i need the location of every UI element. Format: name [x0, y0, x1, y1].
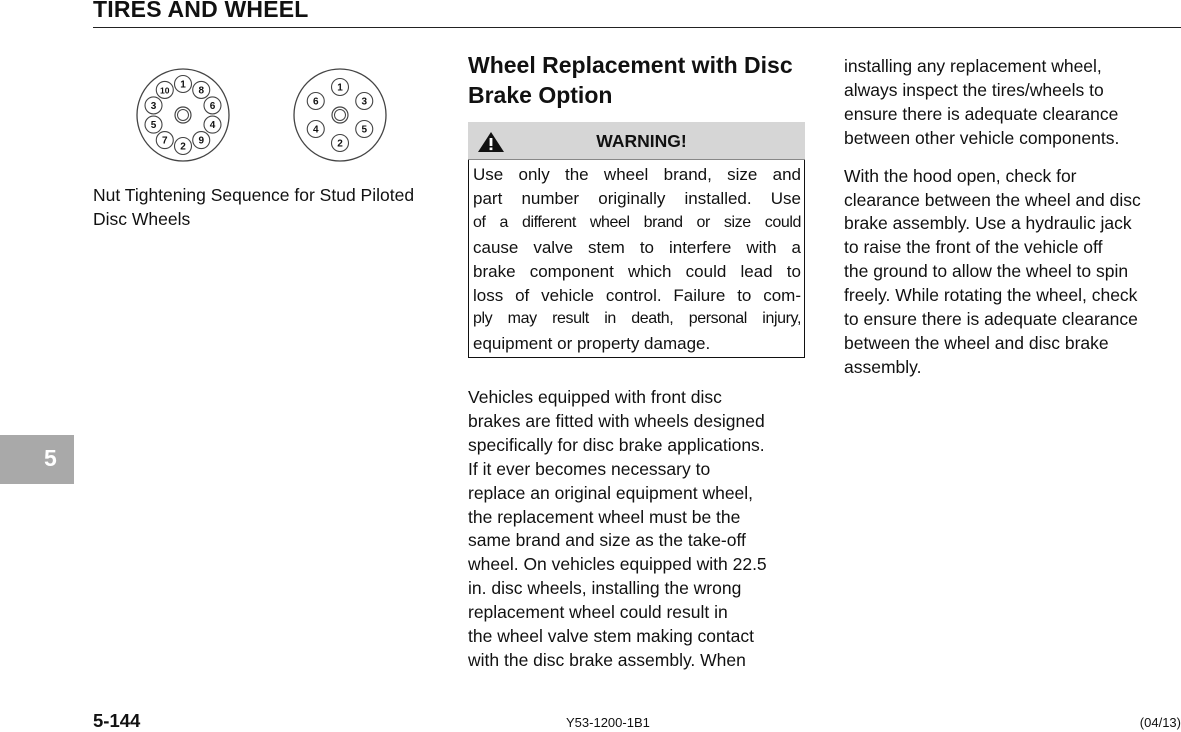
body-line: With the hood open, check for: [844, 165, 1077, 186]
body-line: brake assembly. Use a hydraulic jack: [844, 213, 1132, 234]
warning-line: loss of vehicle control. Failure to com-: [473, 286, 801, 305]
body-line: clearance between the wheel and disc: [844, 189, 1141, 210]
chapter-tab-label: 5: [44, 445, 57, 471]
body-line: installing any replacement wheel,: [844, 56, 1102, 76]
paragraph-clearance-check: [844, 165, 1181, 380]
stud-marker: [175, 138, 192, 155]
stud-marker: [175, 76, 192, 93]
stud-number: 3: [150, 100, 157, 112]
stud-number: 6: [312, 96, 319, 108]
body-line: the wheel valve stem making contact: [468, 626, 754, 647]
wheel-diagrams: [130, 68, 390, 168]
body-line: replacement wheel could result in: [468, 602, 728, 623]
stud-marker: [307, 121, 324, 138]
stud-number: 5: [150, 120, 157, 132]
footer-page-number: 5-144: [93, 710, 141, 731]
stud-number: 1: [337, 82, 343, 94]
stud-number: 4: [209, 120, 216, 132]
stud-number: 2: [180, 141, 186, 153]
chapter-tab: [0, 435, 74, 484]
stud-number: 2: [337, 138, 343, 150]
stud-marker: [193, 81, 210, 98]
warning-body: [468, 160, 805, 357]
stud-marker: [204, 116, 221, 133]
warning-line: ply may result in death, personal injury,: [473, 310, 801, 327]
body-line: to raise the front of the vehicle off: [844, 237, 1103, 258]
stud-number: 4: [312, 124, 319, 136]
warning-line: part number originally installed. Use: [473, 189, 801, 208]
stud-number: 9: [198, 135, 205, 147]
stud-number: 1: [180, 79, 186, 91]
footer-date: (04/13): [1139, 715, 1181, 730]
body-line: in. disc wheels, installing the wrong: [468, 578, 742, 599]
body-line: between the wheel and disc brake: [844, 332, 1109, 353]
body-line: between other vehicle components.: [844, 127, 1120, 148]
body-line: assembly.: [844, 356, 922, 377]
stud-number: 7: [161, 135, 168, 147]
warning-box: [468, 122, 805, 358]
body-line: If it ever becomes necessary to: [468, 458, 711, 479]
stud-marker: [332, 79, 349, 96]
stud-number: 6: [209, 100, 216, 112]
body-line: ensure there is adequate clearance: [844, 103, 1119, 124]
stud-marker: [145, 97, 162, 114]
page-header-title: TIRES AND WHEEL: [93, 0, 309, 22]
stud-marker: [193, 132, 210, 149]
section-title: Wheel Replacement with Disc Brake Option: [468, 52, 793, 108]
warning-header: [468, 122, 805, 160]
stud-number: 8: [198, 85, 205, 97]
body-line: the replacement wheel must be the: [468, 506, 741, 527]
stud-marker: [356, 121, 373, 138]
body-text-middle: [468, 386, 813, 673]
warning-line: of a different wheel brand or size could: [473, 214, 801, 231]
stud-marker: [332, 135, 349, 152]
stud-marker: [145, 116, 162, 133]
header-rule: [93, 27, 1181, 28]
body-line: replace an original equipment wheel,: [468, 482, 754, 503]
warning-line: cause valve stem to interfere with a: [473, 238, 801, 257]
paragraph-inspection: [844, 55, 1181, 151]
footer-document-code: Y53-1200-1B1: [566, 715, 650, 730]
stud-marker: [156, 132, 173, 149]
warning-line: Use only the wheel brand, size and: [473, 165, 801, 184]
stud-marker: [204, 97, 221, 114]
body-line: Vehicles equipped with front disc: [468, 387, 722, 407]
stud-marker: [356, 93, 373, 110]
stud-number: 5: [361, 124, 368, 136]
body-line: brakes are fitted with wheels designed: [468, 410, 765, 431]
stud-marker: [156, 81, 173, 98]
body-text-right: [844, 55, 1181, 380]
warning-line: brake component which could lead to: [473, 262, 801, 281]
wheel-10-stud: [137, 69, 229, 161]
body-line: to ensure there is adequate clearance: [844, 309, 1138, 330]
body-line: the ground to allow the wheel to spin: [844, 261, 1129, 282]
body-line: same brand and size as the take-off: [468, 530, 746, 551]
figure-caption: Nut Tightening Sequence for Stud Piloted Disc Wheels: [93, 185, 415, 229]
wheel-6-stud: [294, 69, 386, 161]
warning-label: WARNING!: [596, 131, 687, 151]
nut-sequence-figure: [130, 68, 390, 168]
body-line: freely. While rotating the wheel, check: [844, 285, 1138, 306]
body-line: with the disc brake assembly. When: [468, 649, 746, 670]
warning-line: equipment or property damage.: [473, 334, 711, 353]
stud-marker: [307, 93, 324, 110]
stud-number: 3: [361, 96, 368, 108]
stud-number: 10: [160, 85, 170, 96]
body-line: always inspect the tires/wheels to: [844, 79, 1104, 100]
body-line: specifically for disc brake applications.: [468, 434, 765, 455]
body-line: wheel. On vehicles equipped with 22.5: [468, 554, 767, 575]
